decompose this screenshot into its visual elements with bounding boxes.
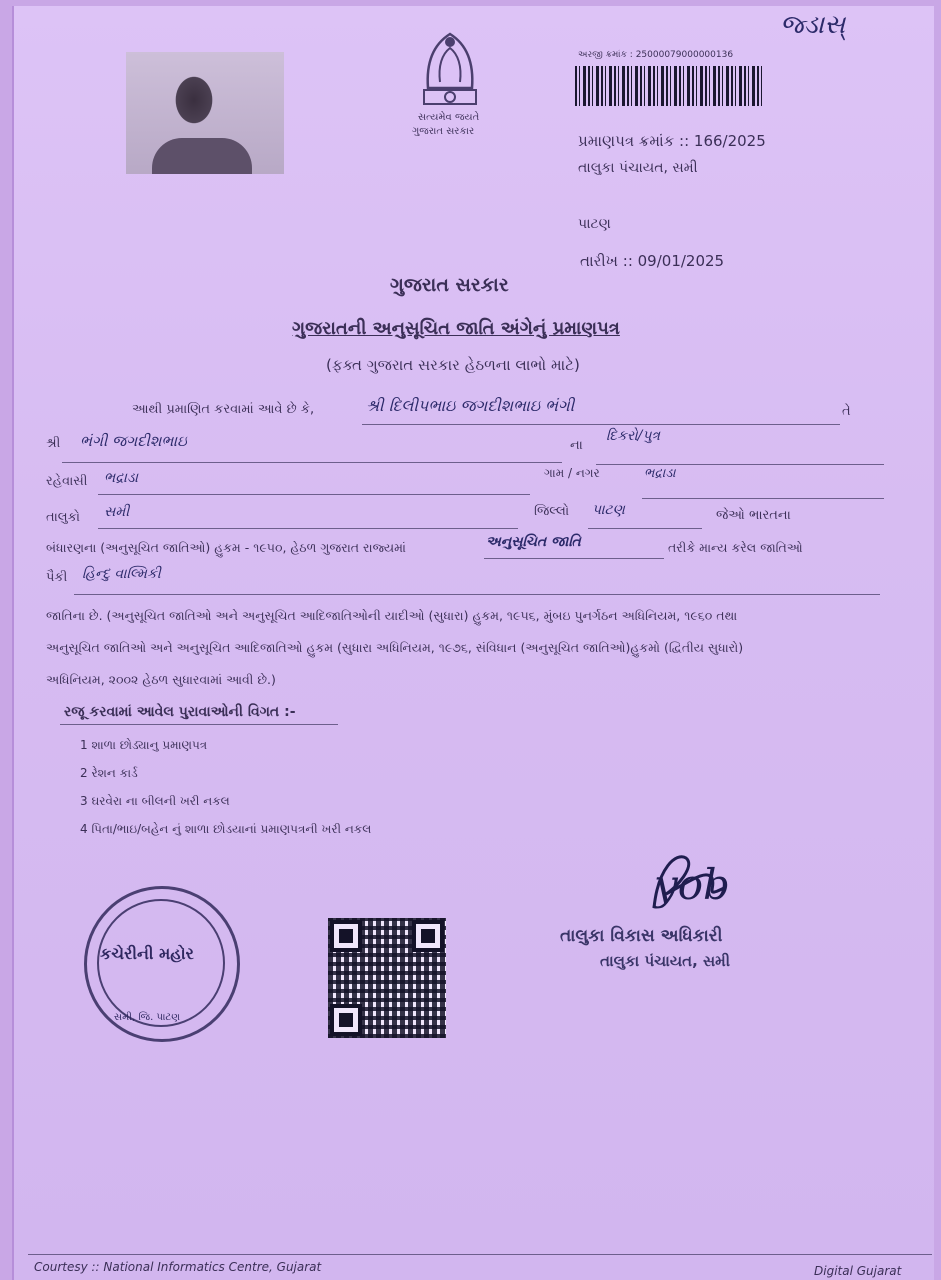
- among-label: પૈકી: [46, 570, 68, 585]
- recognized-text: તરીકે માન્ય કરેલ જાતિઓ: [668, 540, 803, 555]
- applicant-name: શ્રી દિલીપભાઇ જગદીશભાઇ ભંગી: [366, 396, 575, 415]
- shri-label: શ્રી: [46, 436, 61, 451]
- legal-paragraph-line-2: અનુસૂચિત જાતિઓ અને અનુસૂચિત આદિજાતિઓ હુકમ (સુધારા અધિનિયમ, ૧૯૭૬, સંવિધાન (અનુસૂચિત જાતિઓ)હુકમો (દ્વિતીય સુધારો): [46, 640, 744, 655]
- issuing-office: તાલુકા પંચાયત, સમી: [578, 160, 698, 176]
- barcode: [575, 66, 765, 106]
- evidence-heading: રજૂ કરવામાં આવેલ પુરાવાઓની વિગત :-: [64, 704, 296, 720]
- evidence-item: 1 શાળા છોડ્યાનુ પ્રમાણપત્ર: [80, 738, 208, 752]
- village-value: ભદ્રાડા: [644, 466, 676, 481]
- evidence-heading-underline: [60, 724, 338, 725]
- seal-center-text: કચેરીની મહોર: [100, 944, 194, 963]
- intro-text: આથી પ્રમાણિત કરવામાં આવે છે કે,: [132, 402, 315, 417]
- legal-paragraph-line-1: જાતિના છે. (અનુસૂચિત જાતિઓ અને અનુસૂચિત આદિજાતિઓની યાદીઓ (સુધારા) હુકમ, ૧૯૫૬, મુંબઇ પુનર્ગઠન અધિનિયમ, ૧૯૬૦ તથા: [46, 608, 738, 623]
- corner-handwritten-note: જ્ડાસ્: [780, 10, 846, 40]
- certificate-subtitle: (ફક્ત ગુજરાત સરકાર હેઠળના લાભો માટે): [326, 356, 580, 374]
- applicant-name-line: [362, 424, 840, 425]
- footer-courtesy: Courtesy :: National Informatics Centre, Gujarat: [34, 1260, 322, 1274]
- constitution-text: બંધારણના (અનુસૂચિત જાતિઓ) હુકમ - ૧૯૫૦, હેઠળ ગુજરાત રાજ્યમાં: [46, 540, 406, 555]
- barcode-label: અરજી ક્રમાંક : 25000079000000136: [578, 50, 734, 60]
- village-line: [642, 498, 884, 499]
- taluka-line: [98, 528, 518, 529]
- signatory-title: તાલુકા વિકાસ અધિકારી: [560, 926, 723, 946]
- category-line: [484, 558, 664, 559]
- taluka-label: તાલુકો: [46, 510, 81, 525]
- resident-line: [98, 494, 530, 495]
- evidence-item: 3 ઘરવેરા ના બીલની ખરી નકલ: [80, 794, 230, 808]
- district-line: [588, 528, 702, 529]
- caste-value: હિન્દુ વાલ્મિકી: [82, 566, 161, 582]
- resident-label: રહેવાસી: [46, 474, 88, 489]
- emblem-caption-2: ગુજરાત સરકાર: [412, 126, 475, 137]
- relation: દિકરો/પુત્ર: [606, 428, 661, 444]
- village-label: ગામ / નગર: [544, 466, 600, 480]
- legal-paragraph-line-3: અધિનિયમ, ૨૦૦૨ હેઠળ સુધારવામાં આવી છે.): [46, 672, 276, 687]
- evidence-item: 4 પિતા/ભાઇ/બહેન નું શાળા છોડયાનાં પ્રમાણપત્રની ખરી નકલ: [80, 822, 372, 836]
- certificate-title: ગુજરાતની અનુસૂચિત જાતિ અંગેનું પ્રમાણપત્ર: [292, 318, 620, 339]
- te-label: તે: [842, 404, 851, 419]
- category-value: અનુસૂચિત જાતિ: [486, 534, 581, 550]
- footer-divider: [28, 1254, 932, 1255]
- taluka-value: સમી: [104, 504, 130, 520]
- caste-line: [74, 594, 880, 595]
- seal-bottom-text: સમી, જિ. પાટણ: [114, 1012, 180, 1023]
- evidence-item: 2 રેશન કાર્ડ: [80, 766, 138, 780]
- signatory-office: તાલુકા પંચાયત, સમી: [600, 952, 731, 970]
- district-label: જિલ્લો: [534, 504, 570, 519]
- bharat-text: જેઓ ભારતના: [716, 508, 791, 523]
- applicant-photo: [126, 52, 284, 174]
- certificate-number: પ્રમાણપત્ર ક્રમાંક :: 166/2025: [578, 132, 766, 150]
- government-title: ગુજરાત સરકાર: [390, 274, 509, 296]
- father-name: ભંગી જગદીશભાઇ: [80, 432, 187, 450]
- ashoka-emblem-icon: [404, 22, 496, 112]
- qr-code: [328, 918, 446, 1038]
- district-value: પાટણ: [592, 502, 625, 518]
- issue-date: તારીખ :: 09/01/2025: [580, 252, 725, 270]
- footer-brand: Digital Gujarat: [814, 1264, 902, 1278]
- resident-value: ભદ્રાડા: [104, 470, 139, 486]
- signature-scribble: yob: [654, 860, 730, 909]
- na-label: ના: [570, 438, 583, 453]
- relation-line: [596, 464, 884, 465]
- header-district: પાટણ: [578, 216, 611, 232]
- emblem-caption-1: સત્યમેવ જયતે: [418, 112, 480, 123]
- father-name-line: [62, 462, 562, 463]
- signature-stroke: [646, 848, 736, 918]
